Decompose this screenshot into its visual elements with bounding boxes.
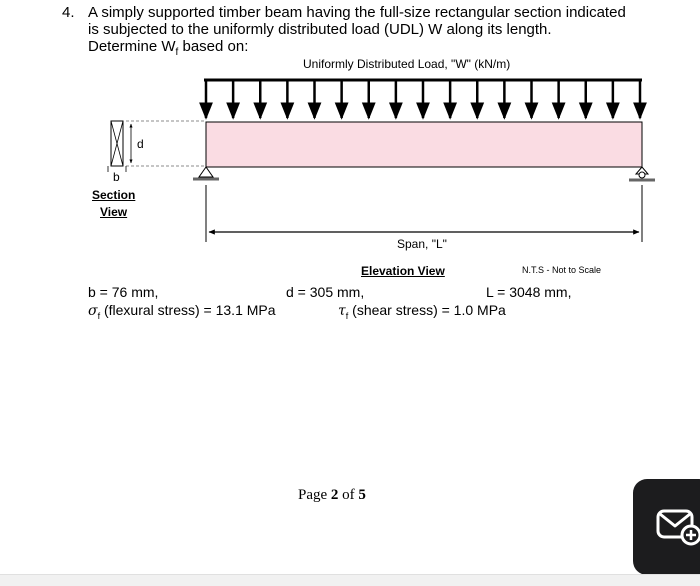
given-flexural-stress xyxy=(88,302,276,321)
nts-note: N.T.S - Not to Scale xyxy=(522,265,602,275)
problem-line-3-prefix: Determine W xyxy=(88,38,176,55)
problem-line-1: A simply supported timber beam having the full-size rectangular section indicated xyxy=(88,4,626,21)
page-total: 5 xyxy=(358,487,366,503)
section-title-1: Section xyxy=(92,188,136,202)
page-indicator xyxy=(298,487,366,504)
span-label: Span, "L" xyxy=(397,237,447,251)
problem-line-3-sub: f xyxy=(175,47,179,58)
bottom-bar xyxy=(0,574,700,586)
page-prefix: Page xyxy=(298,487,331,503)
sigma-text: (flexural stress) = 13.1 MPa xyxy=(100,302,276,318)
given-d: d = 305 mm, xyxy=(286,284,365,300)
sigma-sub: f xyxy=(97,310,101,321)
beam-body xyxy=(206,122,642,167)
page-current: 2 xyxy=(330,487,339,503)
problem-line-2: is subjected to the uniformly distributed load (UDL) W along its length. xyxy=(88,21,552,38)
udl-arrows xyxy=(206,81,640,118)
section-d-label: d xyxy=(137,137,144,151)
tau-text: (shear stress) = 1.0 MPa xyxy=(348,302,506,318)
load-label: Uniformly Distributed Load, "W" (kN/m) xyxy=(303,57,511,71)
compose-mail-button[interactable] xyxy=(633,479,700,575)
tau-symbol: τ xyxy=(338,303,346,319)
section-title-2: View xyxy=(100,205,128,219)
envelope-plus-icon xyxy=(655,505,700,549)
page-mid: of xyxy=(338,487,359,503)
pin-support-left xyxy=(193,167,219,179)
given-L: L = 3048 mm, xyxy=(486,284,572,300)
roller-support-right xyxy=(629,167,655,180)
problem-number: 4. xyxy=(62,4,75,21)
tau-sub: f xyxy=(345,310,349,321)
given-shear-stress xyxy=(338,302,506,321)
given-b: b = 76 mm, xyxy=(88,284,159,300)
elevation-title: Elevation View xyxy=(361,264,445,278)
sigma-symbol: σ xyxy=(88,303,98,319)
problem-line-3-suffix: based on: xyxy=(178,38,249,55)
section-b-label: b xyxy=(113,170,120,184)
